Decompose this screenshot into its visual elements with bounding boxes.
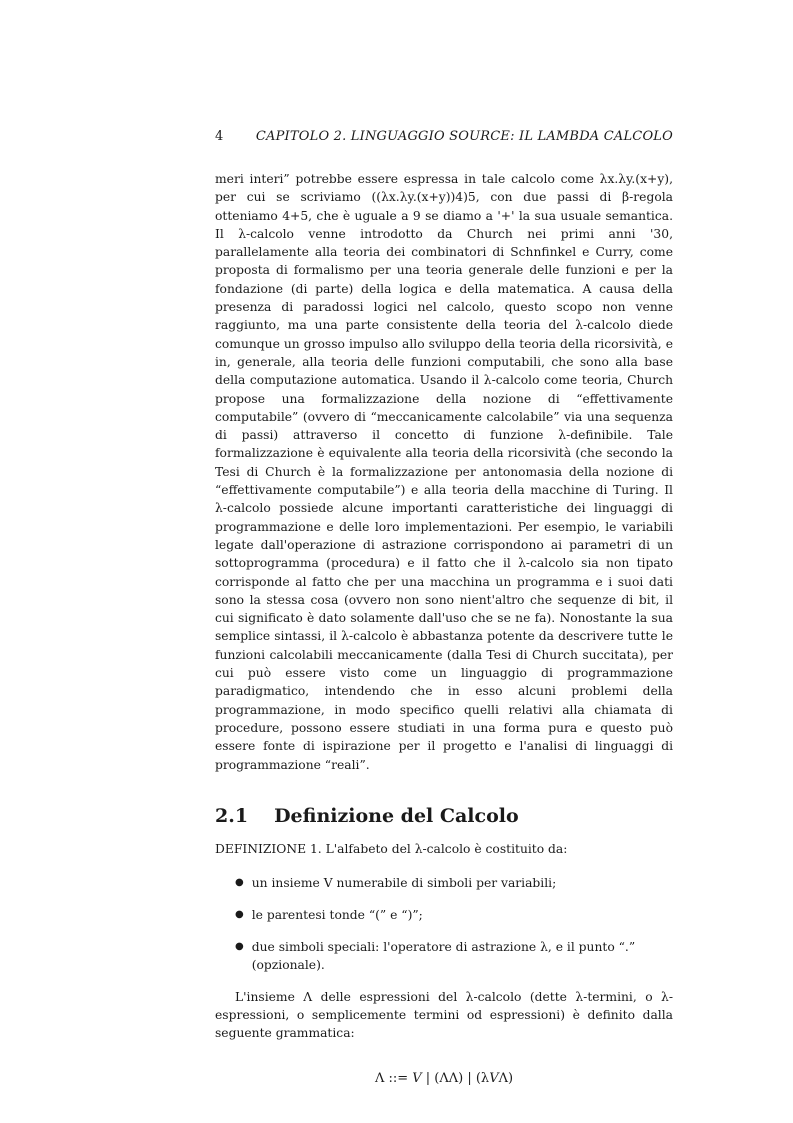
page xyxy=(215,128,673,1086)
definition xyxy=(215,840,673,858)
section-number: 2.1 xyxy=(215,804,249,827)
list-item xyxy=(235,906,673,924)
section-heading xyxy=(215,804,673,828)
bullet-icon: ● xyxy=(235,876,244,888)
body-paragraph: meri interi” potrebbe essere espressa in tale calcolo come λx.λy.(x+y), per cui se scriviamo ((λx.λy.(x+y))4)5, con due passi di β-regola otteniamo 4+5, che è uguale a 9 se diamo a '+' la sua usuale semantica. Il λ-calcolo venne introdotto da Church nei primi anni '30, parallelamente alla teoria dei combinatori di Schnfinkel e Curry, come proposta di formalismo per una teoria generale delle funzioni e per la fondazione (di parte) della logica e della matematica. A causa della presenza di paradossi logici nel calcolo, questo scopo non venne raggiunto, ma una parte consistente della teoria del λ-calcolo diede comunque un grosso impulso allo sviluppo della teoria della ricorsività, e in, generale, alla teoria delle funzioni computabili, che sono alla base della computazione automatica. Usando il λ-calcolo come teoria, Church propose una formalizzazione della nozione di “effettivamente computabile” (ovvero di “meccanicamente calcolabile” via una sequenza di passi) attraverso il concetto di funzione λ-definibile. Tale formalizzazione è equivalente alla teoria della ricorsività (che secondo la Tesi di Church è la formalizzazione per antonomasia della nozione di “effettivamente computabile”) e alla teoria della macchine di Turing. Il λ-calcolo possiede alcune importanti caratteristiche dei linguaggi di programmazione e delle loro implementazioni. Per esempio, le variabili legate dall'operazione di astrazione corrispondono ai parametri di un sottoprogramma (procedura) e il fatto che il λ-calcolo sia non tipato corrisponde al fatto che per una macchina un programma e i suoi dati sono la stessa cosa (ovvero non sono nient'altro che sequenze di bit, il cui significato è dato solamente dall'uso che se ne fa). Nonostante la sua semplice sintassi, il λ-calcolo è abbastanza potente da descrivere tutte le funzioni calcolabili meccanicamente (dalla Tesi di Church succitata), per cui può essere visto come un linguaggio di programmazione paradigmatico, intendendo che in esso alcuni problemi della programmazione, in modo specifico quelli relativi alla chiamata di procedure, possono essere studiati in una forma pura e questo può essere fonte di ispirazione per il progetto e l'analisi di linguaggi di programmazione “reali”. xyxy=(215,172,673,772)
definition-text: L'alfabeto del λ-calcolo è costituito da: xyxy=(325,841,568,856)
bullet-icon: ● xyxy=(235,908,244,920)
running-title: CAPITOLO 2. LINGUAGGIO SOURCE: IL LAMBDA CALCOLO xyxy=(255,129,673,144)
grammar-paragraph: L'insieme Λ delle espressioni del λ-calcolo (dette λ-termini, o λ-espressioni, o semplicemente termini od espressioni) è definito dalla seguente grammatica: xyxy=(215,989,673,1041)
formula-variable: V xyxy=(489,1070,499,1086)
formula-lhs: Λ ::= xyxy=(374,1070,413,1086)
bullet-icon: ● xyxy=(235,940,244,952)
section-title: Definizione del Calcolo xyxy=(274,804,519,827)
page-number: 4 xyxy=(215,129,224,144)
grammar-formula xyxy=(215,1071,673,1086)
alphabet-list xyxy=(235,874,673,974)
list-item xyxy=(235,874,673,892)
list-item xyxy=(235,938,673,974)
formula-application: | (ΛΛ) | (λ xyxy=(421,1070,490,1086)
formula-variable: V xyxy=(412,1070,422,1086)
list-item-text: un insieme V numerabile di simboli per variabili; xyxy=(251,875,557,890)
list-item-text: le parentesi tonde “(” e “)”; xyxy=(251,907,423,922)
formula-abstraction: Λ) xyxy=(498,1070,514,1086)
definition-label: DEFINIZIONE 1. xyxy=(215,841,322,856)
list-item-text: due simboli speciali: l'operatore di astrazione λ, e il punto “.” (opzionale). xyxy=(251,939,636,972)
running-header xyxy=(215,128,673,146)
